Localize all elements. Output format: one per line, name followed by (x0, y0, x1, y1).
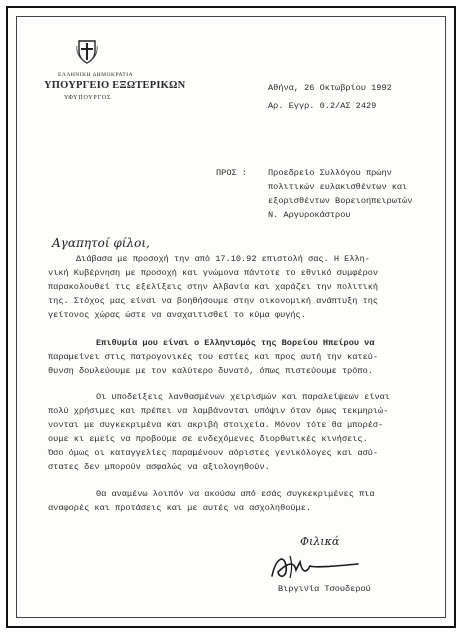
body-line: νική Κυβέρνηση με προσοχή και γνώμονα πάντοτε το εθνικό συμφέρον (48, 268, 379, 278)
protocol-line: Αρ. Εγγρ. 0.2/ΑΣ 2429 (268, 101, 377, 111)
recipient-line: Ν. Αργυροκάστρου (268, 210, 351, 220)
body-line: νονται με συγκεκριμένα και ακριβή στοιχεία. Μόνον τότε θα μπορέσ- (48, 420, 384, 430)
greek-coat-of-arms-icon (76, 38, 98, 64)
salutation: Αγαπητοί φίλοι, (52, 236, 150, 250)
recipient-label: ΠΡΟΣ : (216, 168, 247, 178)
body-line: Διάβασα με προσοχή την από 17.10.92 επιστολή σας. Η Ελλη- (76, 254, 370, 264)
recipient-line: Προεδρείο Συλλόγου πρώην (268, 168, 392, 178)
body-line: ουμε κι εμείς να προβούμε σε ενδεχόμενες διορθωτικές κινήσεις. (48, 434, 368, 444)
body-line: θυνση δουλεύουμε με τον καλύτερο δυνατό, όπως πιστεύουμε τρόπο. (48, 366, 373, 376)
body-line: Όσο όμως οι καταγγελίες παραμένουν αόριστες γενικόλογες και ασύ- (48, 448, 379, 458)
closing-handwritten: Φιλικά (300, 535, 340, 548)
body-line: Επιθυμία μου είναι ο Ελληνισμός της Βορείου Ηπείρου να (96, 338, 375, 348)
recipient-line: πολιτικών ευλακισθέντων και (268, 182, 408, 192)
body-line: Οι υποδείξεις λανθασμένων χειρισμών και παραλείψεων είναι (96, 392, 390, 402)
office-label: ΥΦΥΠΟΥΡΓΟΣ (64, 95, 112, 101)
body-line: Θα αναμένω λοιπόν να ακούσω από εσάς συγκεκριμένες πια (96, 489, 375, 499)
date-line: Αθήνα, 26 Οκτωβρίου 1992 (268, 83, 392, 93)
body-line: της. Στόχος μας είναι να βοηθήσουμε στην οικονομική ανάπτυξη της (48, 296, 379, 306)
recipient-line: εξορισθέντων Βορειοηπειρωτών (268, 196, 413, 206)
body-line: παρακολουθεί τις εξελίξεις στην Αλβανία και χαράζει την πολιτική (48, 282, 379, 292)
body-line: στατες δεν μπορούν ασφαλώς να αξιολογηθούν. (48, 462, 270, 472)
ministry-title: ΥΠΟΥΡΓΕΙΟ ΕΞΩΤΕΡΙΚΩΝ (44, 80, 186, 91)
country-label: ΕΛΛΗΝΙΚΗ ΔΗΜΟΚΡΑΤΙΑ (58, 72, 134, 78)
body-line: πολύ χρήσιμες και πρέπει να λαμβάνονται υπόψιν όταν όμως τεκμηριώ- (48, 406, 389, 416)
body-line: παραμείνει στις πατρογονικές του εστίες και προς αυτή την κατεύ- (48, 352, 379, 362)
body-line: αναφορές και προτάσεις και με αυτές να ασχοληθούμε. (48, 503, 312, 513)
handwritten-signature-icon (266, 552, 362, 582)
body-line: γείτονος χώρας ώστε να αναχαιτισθεί το κύμα φυγής. (48, 310, 306, 320)
signer-name: Βιργινία Τσουδερού (278, 584, 371, 594)
